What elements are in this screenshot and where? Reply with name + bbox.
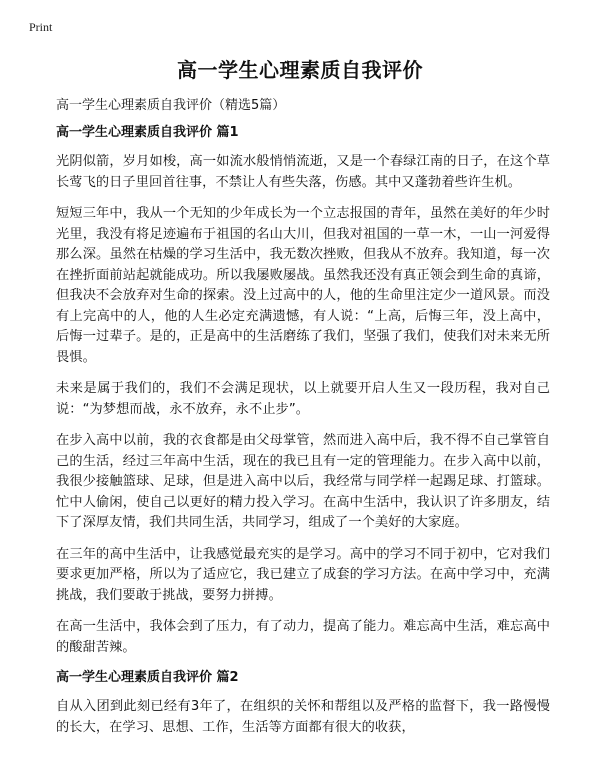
- section-heading-1: 高一学生心理素质自我评价 篇1: [56, 125, 239, 140]
- document-title: 高一学生心理素质自我评价: [177, 58, 423, 82]
- paragraph: 短短三年中，我从一个无知的少年成长为一个立志报国的青年，虽然在美好的年少时光里，我没有将足迹遍布于祖国的名山大川，但我对祖国的一草一木，一山一河爱得那么深。虽然在枯燥的学习生活中，我无数次挫败，但我从不放弃。我知道，每一次在挫折面前站起就能成功。所以我屡败屡战。虽然我还没有真正领会到生命的真谛，但我决不会放弃对生命的探索。没上过高中的人，他的生命里注定少一道风景。而没有上完高中的人，他的人生必定充满遗憾，有人说：“上高，后悔三年，没上高中，后悔一过辈子。是的，正是高中的生活磨练了我们，坚强了我们，使我们对未来无所畏惧。: [56, 206, 550, 365]
- paragraph: 未来是属于我们的，我们不会满足现状，以上就要开启人生又一段历程，我对自己说：“为梦想而战，永不放弃，永不止步”。: [56, 381, 550, 417]
- paragraph: 在三年的高中生活中，让我感觉最充实的是学习。高中的学习不同于初中，它对我们要求更加严格，所以为了适应它，我已建立了成套的学习方法。在高中学习中，充满挑战，我们要敢于挑战，要努力拼搏。: [56, 546, 550, 603]
- section-heading-2: 高一学生心理素质自我评价 篇2: [56, 670, 239, 685]
- document-body: [56, 124, 550, 749]
- paragraph: 光阴似箭，岁月如梭，高一如流水般悄悄流逝，又是一个春绿江南的日子，在这个草长莺飞的日子里回首往事，不禁让人有些失落，伤感。其中又蓬勃着些许生机。: [56, 154, 550, 190]
- print-link[interactable]: Print: [29, 20, 53, 34]
- document-subtitle: 高一学生心理素质自我评价（精选5篇）: [56, 98, 286, 113]
- paragraph: 在步入高中以前，我的衣食都是由父母掌管，然而进入高中后，我不得不自己掌管自己的生活，经过三年高中生活，现在的我已且有一定的管理能力。在步入高中以前，我很少接触篮球、足球，但是进入高中以后，我经常与同学样一起踢足球、打篮球。忙中人偷闲，使自己以更好的精力投入学习。在高中生活中，我认识了许多朋友，结下了深厚友情，我们共同生活，共同学习，组成了一个美好的大家庭。: [56, 433, 550, 530]
- paragraph: 自从入团到此刻已经有3年了，在组织的关怀和帮组以及严格的监督下，我一路慢慢的长大，在学习、思想、工作，生活等方面都有很大的收获，: [56, 699, 550, 735]
- paragraph: 在高一生活中，我体会到了压力，有了动力，提高了能力。难忘高中生活，难忘高中的酸甜苦辣。: [56, 619, 550, 655]
